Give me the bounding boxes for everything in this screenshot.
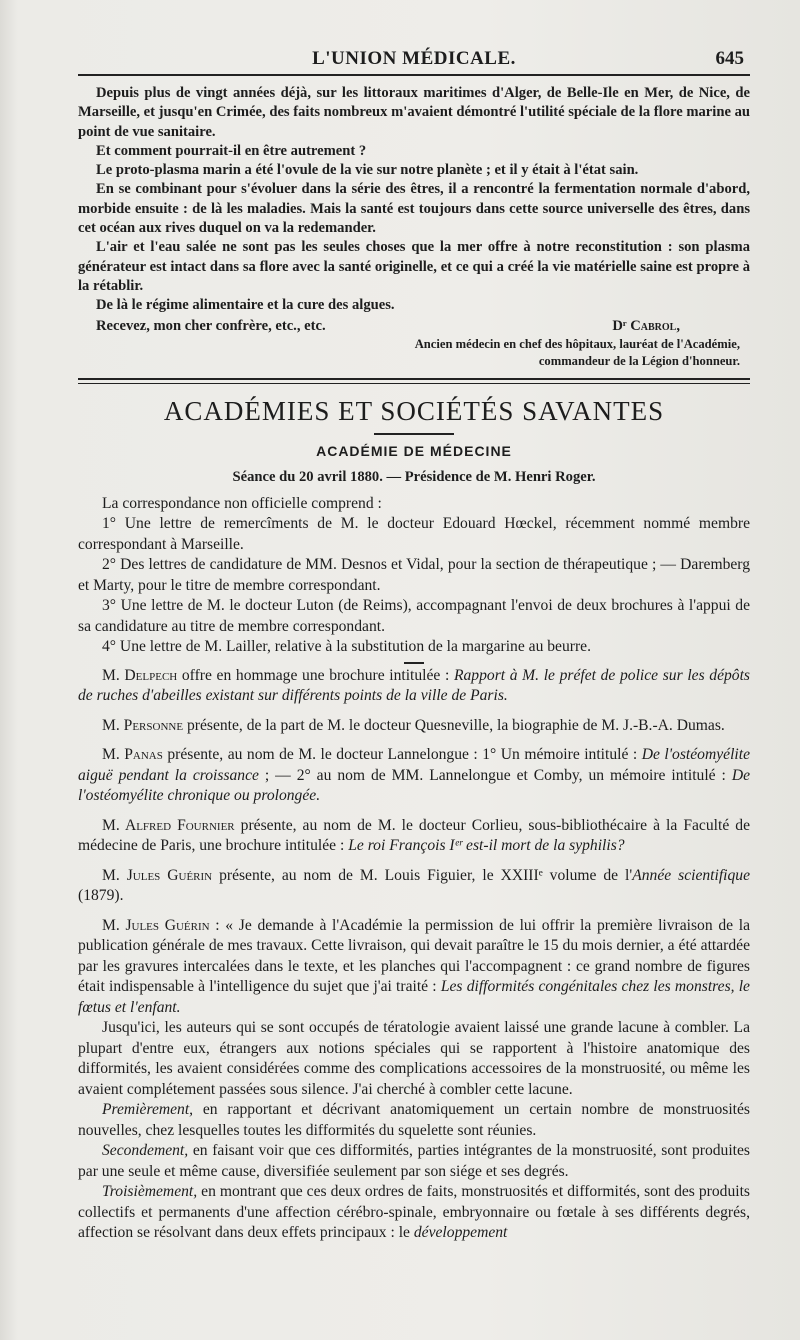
work-title: Les difformités congénitales chez les monstres, le fœtus et l'enfant. bbox=[78, 978, 750, 1016]
section-title: ACADÉMIES ET SOCIÉTÉS SAVANTES bbox=[163, 395, 665, 426]
letter-paragraph: Et comment pourrait-il en être autrement ? bbox=[96, 142, 367, 159]
paragraph-text: présente, au nom de M. le docteur Lannelongue : 1° Un mémoire intitulé : bbox=[162, 746, 642, 764]
speaker-name: M. Personne bbox=[102, 716, 184, 734]
paragraph-text: présente, au nom de M. Louis Figuier, le XXIIIᵉ volume de l' bbox=[212, 866, 633, 884]
paragraph-secondement bbox=[78, 1141, 750, 1182]
speaker-name: M. Jules Guérin bbox=[102, 916, 210, 934]
section-divider bbox=[78, 378, 750, 384]
section-subtitle: ACADÉMIE DE MÉDECINE bbox=[316, 442, 512, 459]
letter-paragraph: Le proto-plasma marin a été l'ovule de la vie sur notre planète ; et il y était à l'état sain. bbox=[96, 162, 639, 179]
paragraph-text: (1879). bbox=[78, 887, 124, 905]
paragraph-tail: développement bbox=[413, 1224, 508, 1242]
work-title: Rapport à M. le préfet de police sur les dépôts de ruches d'abeilles existant sur différents points de la ville de Paris. bbox=[78, 666, 750, 705]
enumeration-lead: Premièrement, bbox=[102, 1101, 194, 1119]
enumeration-lead: Secondement, bbox=[102, 1142, 189, 1160]
letter-closing: Recevez, mon cher confrère, etc., etc. bbox=[96, 317, 326, 334]
paragraph-guerin-figuier bbox=[78, 866, 750, 907]
paragraph-text: présente, au nom de M. le docteur Corlieu, sous-bibliothécaire à la Faculté de médecine de Paris, une brochure intitulée : bbox=[78, 816, 750, 855]
work-title: De l'ostéomyélite chronique ou prolongée. bbox=[78, 766, 750, 805]
letter-paragraph: L'air et l'eau salée ne sont pas les seules choses que la mer offre à notre reconstitution : son plasma générateur est intact dans sa flore avec la santé originelle, et ce qui a créé la vie matérielle saine est propre à la rétablir. bbox=[78, 239, 750, 294]
paragraph-jusquici: Jusqu'ici, les auteurs qui se sont occupés de tératologie avaient laissé une grande lacune à combler. La plupart d'entre eux, étrangers aux notions spéciales qui se rapportent à l'histoire anatomique des difformités, les avaient considérées comme des complications accessoires de la monstruosité, ou même les avaient complétement passées sous silence. J'ai cherché à combler cette lacune. bbox=[78, 1019, 750, 1098]
paragraph-personne bbox=[78, 716, 750, 737]
paragraph-guerin-publication bbox=[78, 916, 750, 1019]
paragraph-text: offre en hommage une brochure intitulée : bbox=[177, 666, 454, 684]
work-title: De l'ostéomyélite aiguë pendant la croissance bbox=[78, 746, 750, 784]
page-number: 645 bbox=[715, 48, 744, 69]
work-title: Le roi François Iᵉʳ est-il mort de la syphilis? bbox=[348, 837, 625, 855]
paragraph-fournier bbox=[78, 816, 750, 857]
paragraph-text: en faisant voir que ces difformités, parties intégrantes de la monstruosité, sont produites par une seule et même cause, diversifiée seulement par son siége et ses degrés. bbox=[78, 1142, 750, 1180]
separator-rule bbox=[404, 662, 424, 664]
correspondence-item: 1° Une lettre de remercîments de M. le docteur Edouard Hœckel, récemment nommé membre correspondant à Marseille. bbox=[78, 515, 750, 553]
letter-signature: Dʳ Cabrol, bbox=[612, 317, 680, 334]
paragraph-panas bbox=[78, 745, 750, 807]
journal-title: L'UNION MÉDICALE. bbox=[312, 48, 516, 69]
letter-paragraph: De là le régime alimentaire et la cure des algues. bbox=[96, 297, 395, 314]
speaker-name: M. Jules Guérin bbox=[102, 866, 213, 884]
proceedings-body bbox=[78, 494, 750, 1244]
correspondence-intro: La correspondance non officielle comprend : bbox=[102, 494, 382, 512]
correspondence-item: 2° Des lettres de candidature de MM. Desnos et Vidal, pour la section de thérapeutique ; — Daremberg et Marty, pour le titre de membre correspondant. bbox=[78, 556, 750, 594]
author-credentials-line: Ancien médecin en chef des hôpitaux, lauréat de l'Académie, bbox=[414, 336, 740, 351]
paragraph-text: en montrant que ces deux ordres de faits, monstruosités et difformités, sont des produits collectifs et permanents d'une affection cérébro-spinale, embryonnaire ou fœtale à ses différents degrés, affection se résolvant dans deux effets principaux : le bbox=[78, 1183, 750, 1242]
speaker-name: M. Alfred Fournier bbox=[102, 816, 235, 834]
paragraph-text: en rapportant et décrivant anatomiquement un certain nombre de monstruosités nouvelles, chez lesquelles toutes les difformités du squelette sont réunies. bbox=[78, 1101, 750, 1139]
correspondence-item: 3° Une lettre de M. le docteur Luton (de Reims), accompagnant l'envoi de deux brochures à l'appui de sa candidature au titre de membre correspondant. bbox=[78, 597, 750, 635]
title-rule bbox=[374, 433, 454, 435]
paragraph-text: présente, de la part de M. le docteur Quesneville, la biographie de M. J.-B.-A. Dumas. bbox=[183, 716, 725, 734]
paragraph-troisiemement bbox=[78, 1182, 750, 1244]
session-line: Séance du 20 avril 1880. — Présidence de M. Henri Roger. bbox=[232, 468, 596, 485]
letter-paragraph: En se combinant pour s'évoluer dans la série des êtres, il a rencontré la fermentation normale d'abord, morbide ensuite : de là les maladies. Mais la santé est toujours dans cette source universelle des êtres, dans cet océan aux rives duquel on va la redemander. bbox=[78, 181, 750, 237]
speaker-name: M. Delpech bbox=[102, 666, 178, 684]
author-credentials-line: commandeur de la Légion d'honneur. bbox=[538, 353, 740, 368]
work-title: Année scientifique bbox=[632, 866, 751, 884]
letter-section bbox=[78, 84, 750, 370]
enumeration-lead: Troisièmement, bbox=[102, 1183, 198, 1201]
letter-signoff bbox=[78, 317, 750, 336]
paragraph-text: ; — 2° au nom de MM. Lannelongue et Comby, un mémoire intitulé : bbox=[258, 766, 732, 784]
paragraph-text: : « Je demande à l'Académie la permission de lui offrir la première livraison de la publication générale de mes travaux. Cette livraison, qui devait paraître le 15 du mois dernier, a été attardée par les gravures intercalées dans le texte, et les planches qui l'accompagnent : ce grand nombre de figures était indispensable à l'intelligence du sujet que j'ai traité : bbox=[78, 916, 750, 996]
running-header bbox=[78, 40, 750, 76]
paragraph-premierement bbox=[78, 1100, 750, 1141]
paragraph-delpech bbox=[78, 666, 750, 707]
letter-paragraph: Depuis plus de vingt années déjà, sur les littoraux maritimes d'Alger, de Belle-Ile en Mer, de Nice, de Marseille, et jusqu'en Crimée, des faits nombreux m'avaient démontré l'utilité spéciale de la flore marine au point de vue sanitaire. bbox=[78, 85, 750, 140]
speaker-name: M. Panas bbox=[102, 746, 163, 764]
correspondence-item: 4° Une lettre de M. Lailler, relative à la substitution de la margarine au beurre. bbox=[102, 638, 591, 656]
